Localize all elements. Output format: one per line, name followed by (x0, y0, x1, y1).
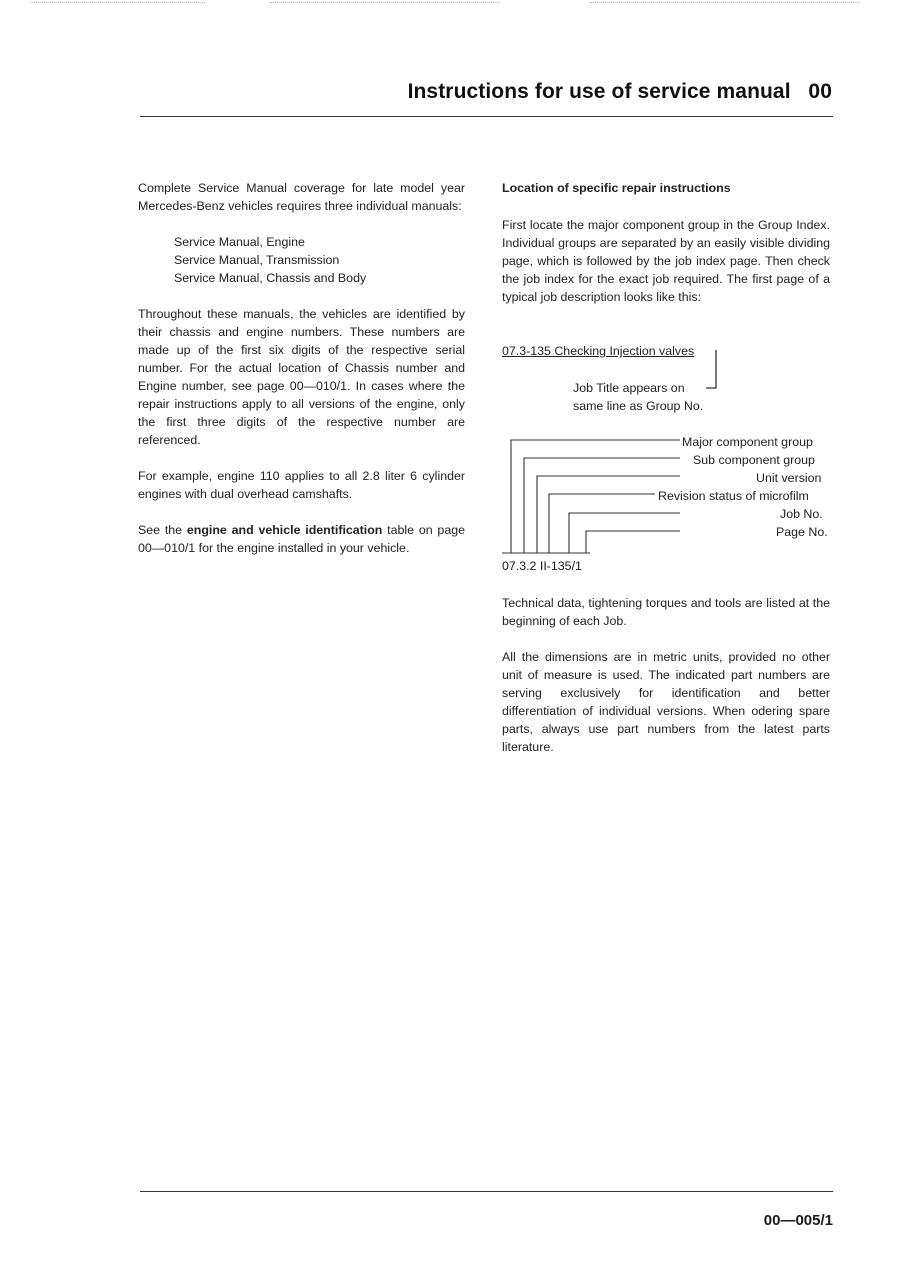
manual-item: Service Manual, Chassis and Body (174, 271, 367, 285)
identification-paragraph: Throughout these manuals, the vehicles are identified by their chassis and engine numbers. These numbers are made up of the first six digits of the respective serial number. For the actual location of Chassis number and Engine number, see page 00—010/1. In cases where the repair instructions apply to all versions of the engine, only the first three digits of the respective number are referenced. (138, 307, 465, 447)
see-table-bold: engine and vehicle identification (186, 523, 383, 537)
technical-data-paragraph: Technical data, tightening torques and tools are listed at the beginning of each Job. (502, 596, 830, 628)
manual-item: Service Manual, Engine (174, 235, 305, 249)
scan-edge-mark (30, 2, 205, 3)
diagram-label-major: Major component group (682, 435, 813, 449)
leader-sub (524, 458, 680, 553)
scan-edge-mark (270, 2, 500, 3)
intro-paragraph: Complete Service Manual coverage for late model year Mercedes-Benz vehicles requires three individual manuals: (138, 181, 465, 213)
job-number-example: 07.3.2 II-135/1 (502, 559, 582, 573)
note-bracket (700, 348, 730, 398)
example-paragraph: For example, engine 110 applies to all 2.8 liter 6 cylinder engines with dual overhead camshafts. (138, 469, 465, 501)
section-heading: Location of specific repair instructions (502, 181, 731, 195)
footer-rule (140, 1191, 833, 1192)
job-number-diagram (500, 425, 680, 565)
page-number: 00—005/1 (763, 1212, 833, 1229)
see-table-post: table on page 00—010/1 for the engine installed in your vehicle. (138, 523, 465, 555)
diagram-label-page: Page No. (776, 525, 828, 539)
leader-revision (549, 494, 655, 553)
manuals-list (138, 233, 465, 287)
dimensions-paragraph: All the dimensions are in metric units, provided no other unit of measure is used. The indicated part numbers are serving exclusively for identification and better differentiation of individual versions. When odering spare parts, always use part numbers from the latest parts literature. (502, 650, 830, 754)
manual-item: Service Manual, Transmission (174, 253, 340, 267)
locate-paragraph: First locate the major component group in the Group Index. Individual groups are separated by an easily visible dividing page, which is followed by the job index page. Then check the job index for the exact job required. The first page of a typical job description looks like this: (502, 218, 830, 304)
right-column-lower (502, 594, 830, 756)
job-title-note-line2: same line as Group No. (573, 399, 704, 413)
sample-job-title: 07.3-135 Checking Injection valves (502, 344, 695, 358)
left-column (138, 179, 465, 557)
scan-edge-mark (590, 2, 860, 3)
header-rule (140, 116, 833, 117)
diagram-label-revision: Revision status of microfilm (658, 489, 809, 503)
job-title-note-line1: Job Title appears on (573, 381, 685, 395)
leader-page (586, 531, 680, 553)
leader-major (511, 440, 680, 553)
right-column (502, 179, 830, 306)
diagram-label-sub: Sub component group (693, 453, 815, 467)
page-title: Instructions for use of service manual 00 (407, 80, 832, 103)
see-table-paragraph (138, 521, 465, 557)
diagram-label-unit: Unit version (756, 471, 822, 485)
see-table-pre: See the (138, 523, 187, 537)
diagram-label-job: Job No. (780, 507, 823, 521)
